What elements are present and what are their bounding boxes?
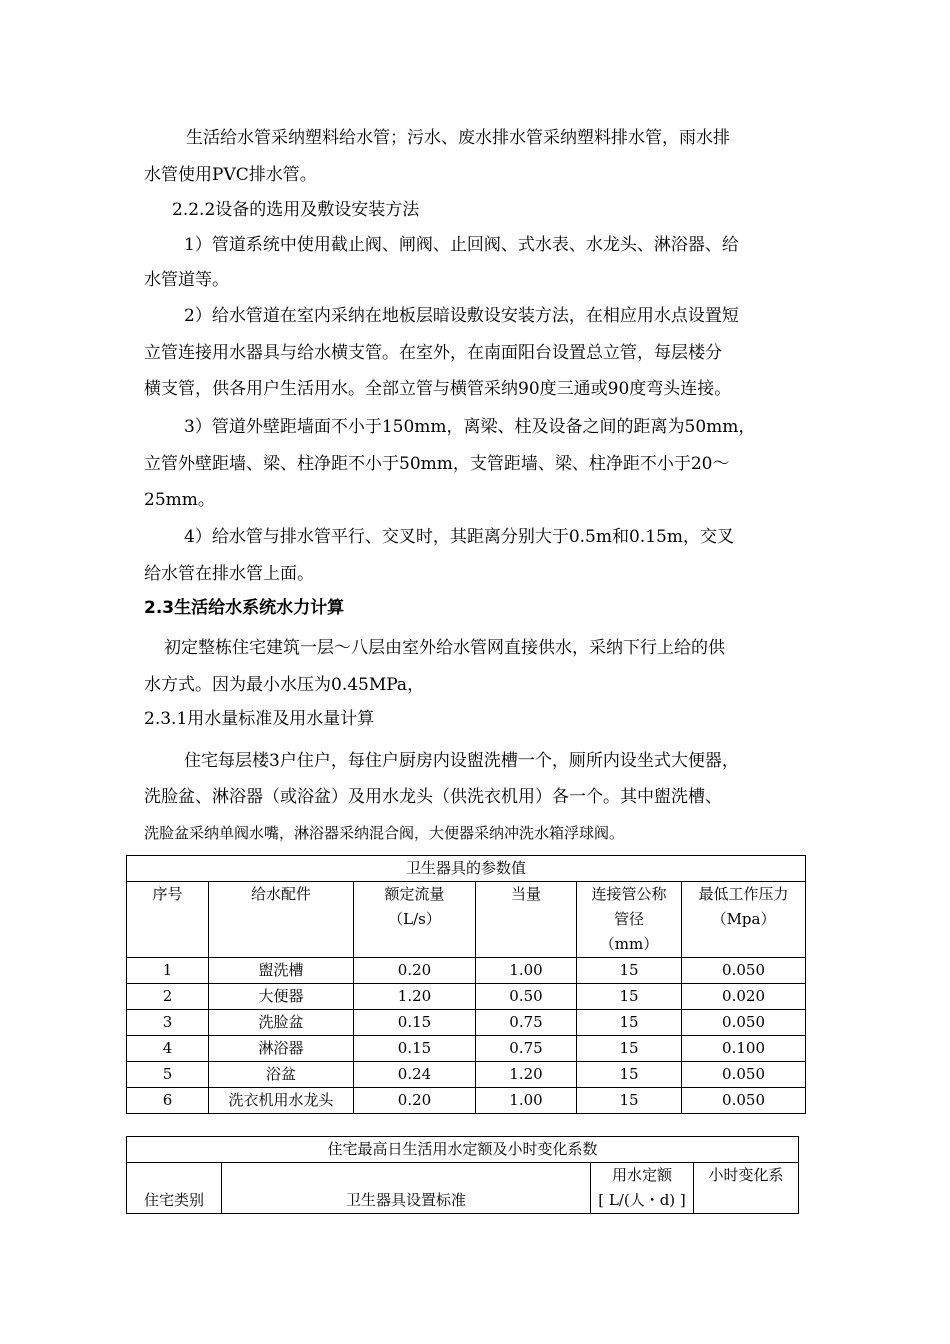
table-cell: 0.15 (354, 1010, 476, 1036)
table-cell: 0.050 (682, 1010, 806, 1036)
table-cell: 15 (577, 958, 682, 984)
table-cell: 0.050 (682, 958, 806, 984)
table-cell: 0.100 (682, 1036, 806, 1062)
table-row (127, 1036, 806, 1062)
column-header-quota: 用水定额 [ L/(人・d) ] (591, 1163, 694, 1214)
column-header-no: 序号 (127, 882, 209, 958)
list-item-line: 给水管在排水管上面。 (144, 564, 314, 584)
paragraph-line: 水管使用PVC排水管。 (144, 165, 317, 185)
table-cell: 0.020 (682, 984, 806, 1010)
table-cell: 洗衣机用水龙头 (209, 1088, 354, 1114)
column-header-pressure: 最低工作压力 （Mpa） (682, 882, 806, 958)
table-cell: 盥洗槽 (209, 958, 354, 984)
table-cell: 1.00 (476, 958, 577, 984)
table-row (127, 1062, 806, 1088)
column-header-diameter: 连接管公称 管径 （mm） (577, 882, 682, 958)
section-heading: 2.3生活给水系统水力计算 (144, 598, 345, 618)
table-caption: 卫生器具的参数值 (127, 856, 806, 882)
table-row (127, 984, 806, 1010)
table-cell: 大便器 (209, 984, 354, 1010)
table-cell: 淋浴器 (209, 1036, 354, 1062)
column-header-type: 住宅类别 (127, 1163, 222, 1214)
list-item-line: 立管连接用水器具与给水横支管。在室外，在南面阳台设置总立管，每层楼分 (144, 343, 722, 363)
table-cell: 浴盆 (209, 1062, 354, 1088)
table-row (127, 958, 806, 984)
column-header-standard: 卫生器具设置标准 (222, 1163, 591, 1214)
table-cell: 3 (127, 1010, 209, 1036)
table-cell: 0.24 (354, 1062, 476, 1088)
table-cell: 1.20 (476, 1062, 577, 1088)
table-cell: 0.050 (682, 1062, 806, 1088)
list-item-line: 3）管道外壁距墙面不小于150mm，离梁、柱及设备之间的距离为50mm， (184, 417, 756, 437)
table-cell: 0.75 (476, 1036, 577, 1062)
table-cell: 15 (577, 1036, 682, 1062)
table-cell: 15 (577, 984, 682, 1010)
fixture-parameter-table (126, 855, 806, 1114)
list-item-line: 25mm。 (144, 490, 215, 510)
table-cell: 2 (127, 984, 209, 1010)
table-cell: 15 (577, 1088, 682, 1114)
table-cell: 0.50 (476, 984, 577, 1010)
water-quota-table (126, 1136, 799, 1214)
table-row (127, 1088, 806, 1114)
subsection-heading: 2.3.1用水量标准及用水量计算 (144, 709, 375, 729)
table-cell: 1.20 (354, 984, 476, 1010)
list-item-line: 4）给水管与排水管平行、交叉时，其距离分别大于0.5m和0.15m，交叉 (184, 527, 734, 547)
table-cell: 0.050 (682, 1088, 806, 1114)
table-cell: 5 (127, 1062, 209, 1088)
table-cell: 1.00 (476, 1088, 577, 1114)
list-item-line: 水管道等。 (144, 270, 229, 290)
table-cell: 1 (127, 958, 209, 984)
paragraph-line: 生活给水管采纳塑料给水管；污水、废水排水管采纳塑料排水管，雨水排 (186, 128, 730, 148)
paragraph-line: 水方式。因为最小水压为0.45MPa， (144, 675, 425, 695)
paragraph-line: 洗脸盆采纳单阀水嘴，淋浴器采纳混合阀，大便器采纳冲洗水箱浮球阀。 (144, 824, 625, 842)
table-cell: 0.15 (354, 1036, 476, 1062)
table-cell: 15 (577, 1062, 682, 1088)
column-header-equivalent: 当量 (476, 882, 577, 958)
column-header-flow: 额定流量 （L/s） (354, 882, 476, 958)
table-cell: 0.20 (354, 1088, 476, 1114)
table-cell: 6 (127, 1088, 209, 1114)
column-header-fitting: 给水配件 (209, 882, 354, 958)
list-item-line: 立管外壁距墙、梁、柱净距不小于50mm，支管距墙、梁、柱净距不小于20～ (144, 454, 730, 474)
list-item-line: 2）给水管道在室内采纳在地板层暗设敷设安装方法，在相应用水点设置短 (184, 306, 739, 326)
column-header-coefficient: 小时变化系 (694, 1163, 799, 1214)
table-caption: 住宅最高日生活用水定额及小时变化系数 (127, 1137, 799, 1163)
table-cell: 0.20 (354, 958, 476, 984)
paragraph-line: 洗脸盆、淋浴器（或浴盆）及用水龙头（供洗衣机用）各一个。其中盥洗槽、 (144, 787, 722, 807)
paragraph-line: 初定整栋住宅建筑一层～八层由室外给水管网直接供水，采纳下行上给的供 (164, 638, 725, 658)
table-cell: 4 (127, 1036, 209, 1062)
list-item-line: 横支管，供各用户生活用水。全部立管与横管采纳90度三通或90度弯头连接。 (144, 379, 732, 399)
table-cell: 洗脸盆 (209, 1010, 354, 1036)
paragraph-line: 住宅每层楼3户住户，每住户厨房内设盥洗槽一个，厕所内设坐式大便器， (184, 751, 739, 771)
subsection-heading: 2.2.2设备的选用及敷设安装方法 (172, 200, 420, 220)
table-cell: 15 (577, 1010, 682, 1036)
list-item-line: 1）管道系统中使用截止阀、闸阀、止回阀、式水表、水龙头、淋浴器、给 (184, 235, 739, 255)
table-cell: 0.75 (476, 1010, 577, 1036)
table-row (127, 1010, 806, 1036)
